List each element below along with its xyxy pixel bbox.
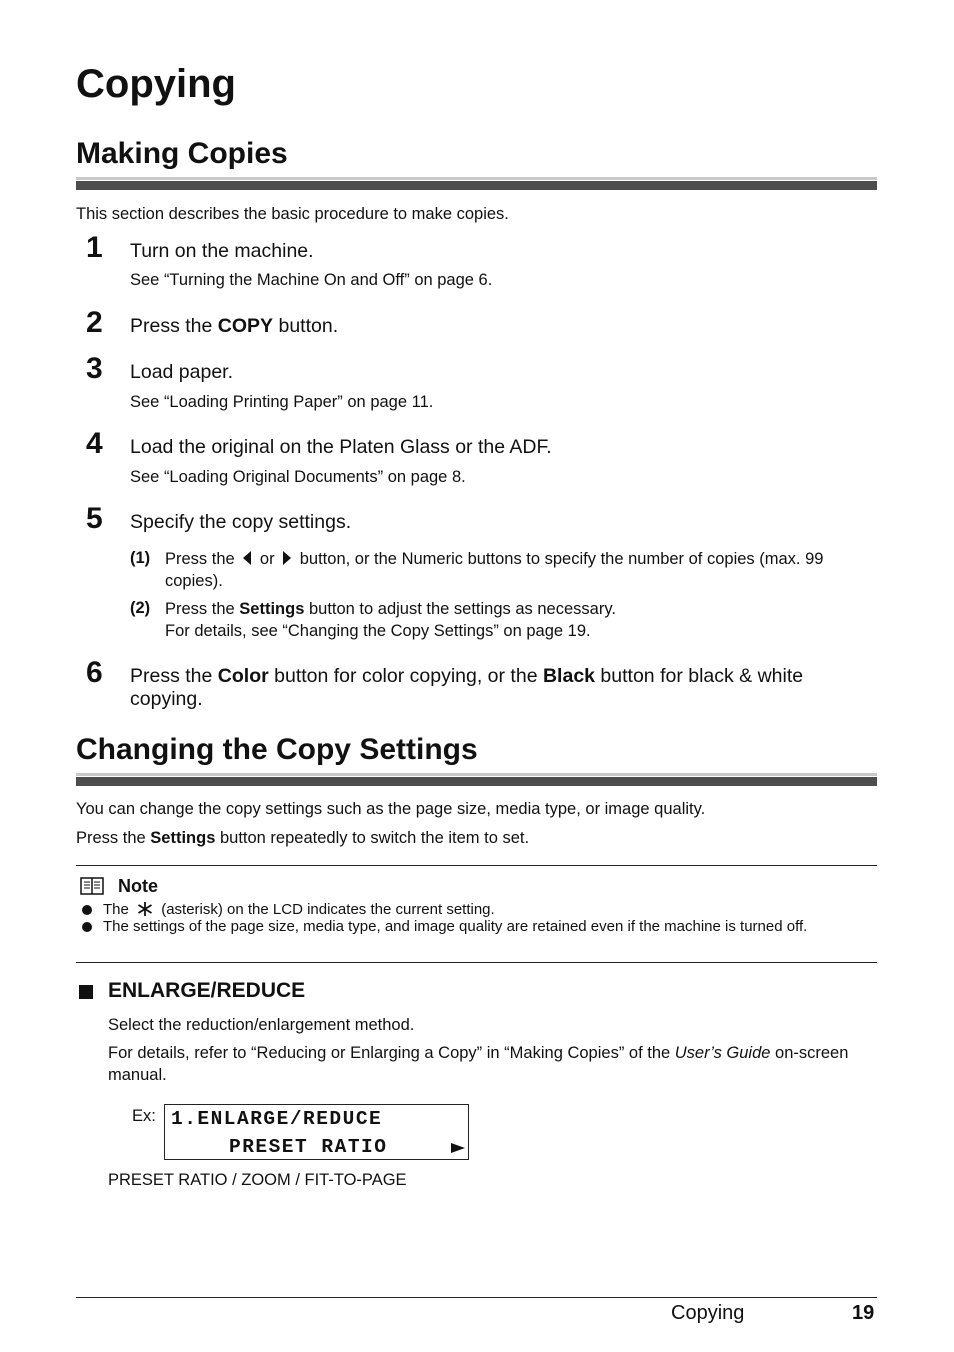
note-top-rule — [76, 865, 877, 866]
step-text: Specify the copy settings. — [130, 511, 352, 533]
step-number: 5 — [86, 502, 103, 535]
step-text: Press the COPY button. — [130, 315, 339, 337]
step-text: Turn on the machine. — [130, 240, 314, 262]
section-divider — [76, 777, 877, 786]
section-divider — [76, 181, 877, 190]
step-number: 4 — [86, 427, 103, 460]
note-label: Note — [118, 876, 158, 896]
subsection-text: Select the reduction/enlargement method. — [108, 1016, 415, 1034]
page-title: Copying — [76, 62, 236, 106]
right-arrow-icon — [451, 1142, 465, 1154]
right-arrow-icon — [282, 551, 292, 565]
subsection-heading: ENLARGE/REDUCE — [108, 979, 306, 1002]
page-number: 19 — [852, 1302, 875, 1324]
step-number: 3 — [86, 352, 103, 385]
step-number: 2 — [86, 306, 103, 339]
example-label: Ex: — [132, 1107, 156, 1125]
substep-label: (2) — [130, 599, 151, 617]
step-text: Load paper. — [130, 361, 234, 383]
substep-text: Press the or button, or the Numeric buttons to specify the number of copies (max. 99 copies). — [165, 550, 824, 590]
square-bullet-icon — [79, 985, 93, 999]
footer-rule — [76, 1297, 877, 1298]
step-number: 6 — [86, 656, 103, 689]
note-bullet-text: The settings of the page size, media type, and image quality are retained even if the machine is turned off. — [103, 918, 808, 935]
options-text: PRESET RATIO / ZOOM / FIT-TO-PAGE — [108, 1171, 407, 1189]
step-reference: See “Loading Original Documents” on page 8. — [130, 468, 466, 486]
step-reference: See “Loading Printing Paper” on page 11. — [130, 393, 434, 411]
note-bullet-text: The (asterisk) on the LCD indicates the current setting. — [103, 901, 495, 918]
step-number: 1 — [86, 231, 103, 264]
section-paragraph: You can change the copy settings such as the page size, media type, or image quality. — [76, 800, 706, 818]
book-icon — [80, 877, 104, 895]
note-bottom-rule — [76, 962, 877, 963]
substep-label: (1) — [130, 549, 151, 567]
section-heading-making-copies: Making Copies — [76, 137, 288, 170]
asterisk-icon — [137, 902, 153, 916]
bullet-icon — [82, 922, 92, 932]
footer-section-name: Copying — [671, 1302, 745, 1324]
left-arrow-icon — [242, 551, 252, 565]
step-text: Load the original on the Platen Glass or the ADF. — [130, 436, 552, 458]
lcd-line-1: 1.ENLARGE/REDUCE — [171, 1108, 383, 1130]
bullet-icon — [82, 905, 92, 915]
step-text: Press the Color button for color copying, or the Black button for black & white copying. — [130, 665, 804, 710]
lcd-line-2: PRESET RATIO — [229, 1136, 388, 1158]
intro-text: This section describes the basic procedure to make copies. — [76, 205, 509, 223]
section-paragraph: Press the Settings button repeatedly to switch the item to set. — [76, 829, 530, 847]
lcd-display — [164, 1104, 469, 1160]
subsection-text: For details, refer to “Reducing or Enlarging a Copy” in “Making Copies” of the User’s Guide on-screen manual. — [108, 1044, 849, 1084]
section-heading-changing-copy-settings: Changing the Copy Settings — [76, 733, 478, 766]
step-reference: See “Turning the Machine On and Off” on page 6. — [130, 271, 493, 289]
substep-text: Press the Settings button to adjust the settings as necessary. For details, see “Changing the Copy Settings” on page 19. — [165, 600, 616, 640]
